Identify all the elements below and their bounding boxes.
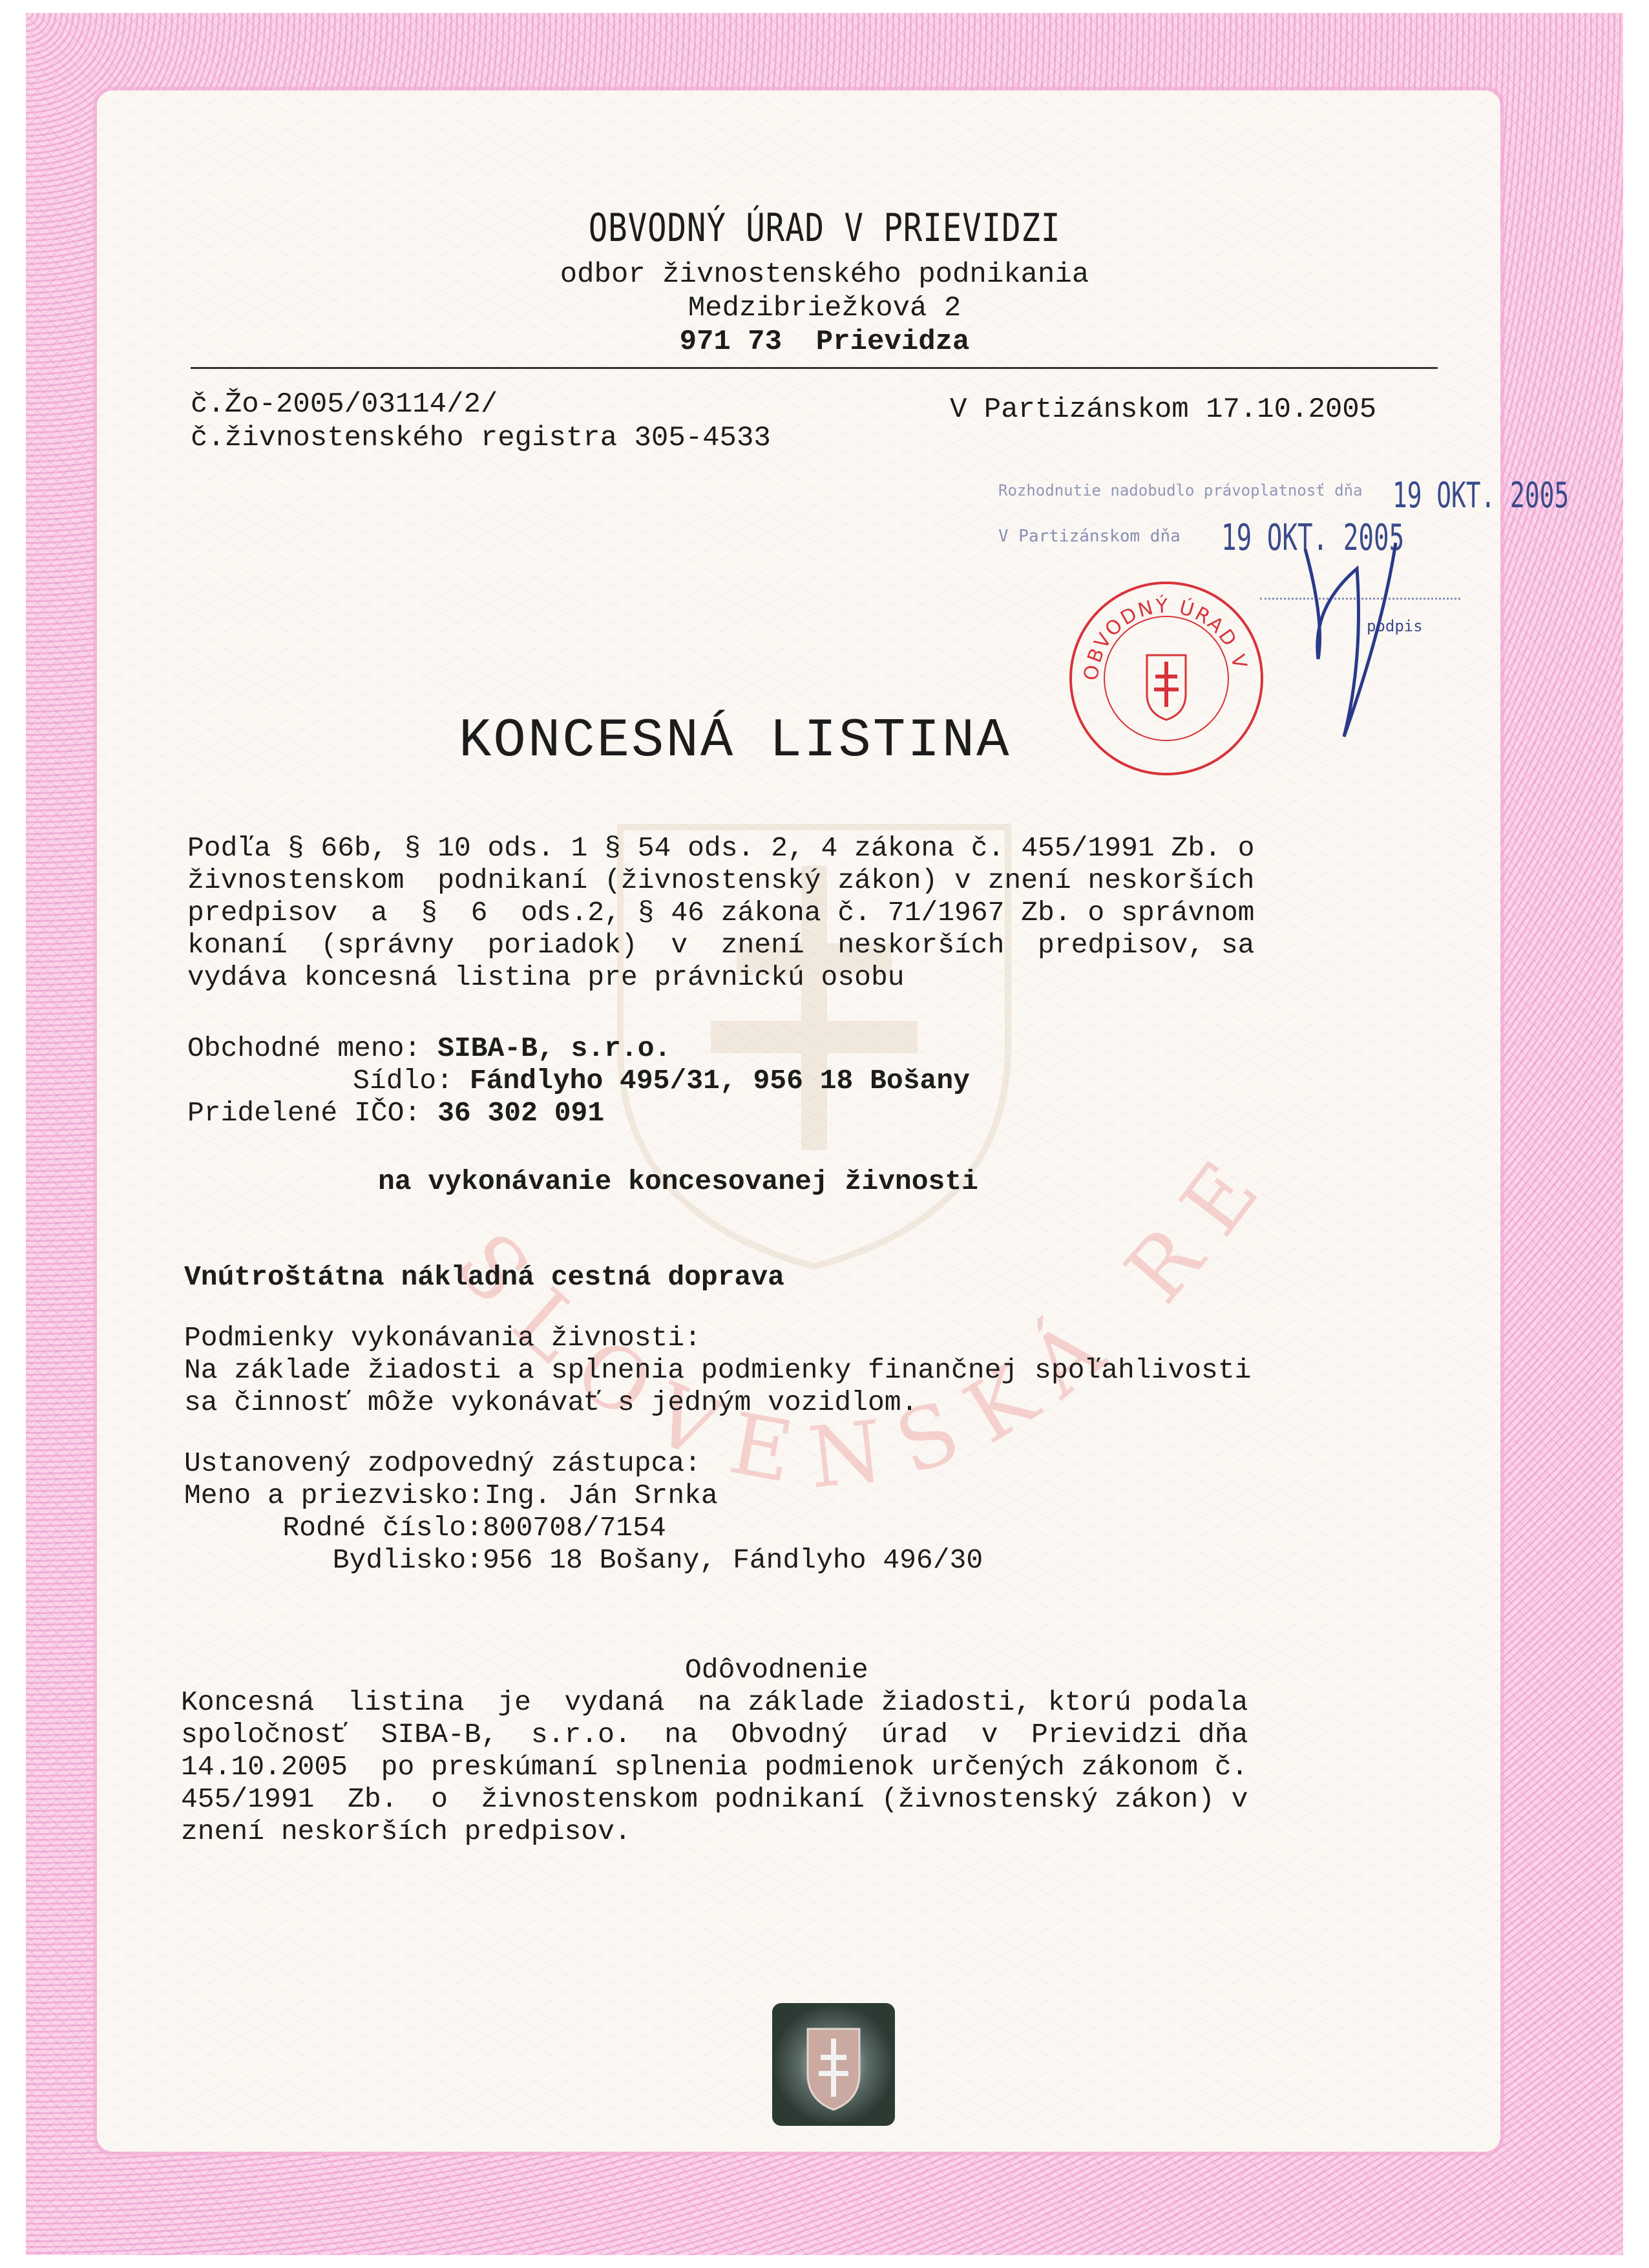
file-number: č.Žo-2005/03114/2/ — [191, 388, 498, 421]
office-street: Medzibriežková 2 — [688, 292, 961, 324]
company-name-label: Obchodné meno: — [187, 1033, 421, 1064]
conditions-block — [184, 1322, 1251, 1419]
representative-name-label: Meno a priezvisko: — [184, 1480, 485, 1511]
stamp-line-1: Rozhodnutie nadobudlo právoplatnosť dňa — [998, 481, 1363, 499]
official-seal — [1069, 582, 1263, 775]
handwritten-signature — [1286, 530, 1415, 743]
justification-paragraph — [181, 1686, 1248, 1848]
company-ico: 36 302 091 — [437, 1097, 605, 1129]
place-and-date: V Partizánskom 17.10.2005 — [950, 394, 1377, 426]
representative-birth-number: 800708/7154 — [483, 1512, 666, 1544]
representative-name: Ing. Ján Srnka — [484, 1480, 718, 1511]
representative-address: 956 18 Bošany, Fándlyho 496/30 — [483, 1544, 983, 1576]
justification-line: spoločnosť SIBA-B, s.r.o. na Obvodný úrad v Prievidzi dňa — [181, 1719, 1248, 1750]
legal-basis-line: vydáva koncesná listina pre právnickú osobu — [187, 961, 905, 993]
legal-basis-line: Podľa § 66b, § 10 ods. 1 § 54 ods. 2, 4 zákona č. 455/1991 Zb. o — [187, 832, 1255, 864]
conditions-heading: Podmienky vykonávania živnosti: — [184, 1322, 701, 1354]
company-name: SIBA-B, s.r.o. — [437, 1033, 671, 1064]
header-divider — [191, 367, 1438, 369]
company-seat-label: Sídlo: — [353, 1065, 453, 1097]
company-seat: Fándlyho 495/31, 956 18 Bošany — [469, 1065, 970, 1097]
office-postal-city: 971 73 Prievidza — [679, 326, 970, 358]
justification-line: 455/1991 Zb. o živnostenskom podnikaní (živnostenský zákon) v — [181, 1783, 1248, 1815]
justification-line: 14.10.2005 po preskúmaní splnenia podmienok určených zákonom č. — [181, 1751, 1248, 1783]
conditions-line: Na základe žiadosti a splnenia podmienky finančnej spoľahlivosti — [184, 1354, 1252, 1386]
representative-birth-label: Rodné číslo: — [282, 1512, 483, 1544]
purpose-statement: na vykonávanie koncesovanej živnosti — [378, 1166, 978, 1197]
stamp-line-2: V Partizánskom dňa — [998, 527, 1181, 546]
legal-basis-line: živnostenskom podnikaní (živnostenský zákon) v znení neskorších — [187, 865, 1255, 896]
department-name: odbor živnostenského podnikania — [560, 258, 1089, 291]
justification-line: Koncesná listina je vydaná na základe žiadosti, ktorú podala — [181, 1686, 1248, 1718]
signature-label: podpis — [1367, 617, 1423, 635]
hologram-emblem-icon — [772, 2003, 895, 2126]
trade-name: Vnútroštátna nákladná cestná doprava — [184, 1261, 784, 1293]
justification-heading: Odôvodnenie — [685, 1654, 868, 1686]
conditions-line: sa činnosť môže vykonávať s jedným vozidlom. — [184, 1387, 918, 1418]
document-title: KONCESNÁ LISTINA — [459, 711, 1011, 772]
register-number: č.živnostenského registra 305-4533 — [191, 422, 771, 454]
svg-text:OBVODNÝ ÚRAD V PRIEVIDZI — [1072, 584, 1252, 682]
stamp-date-1: 19 OKT. 2005 — [1392, 475, 1570, 516]
legal-basis-line: konaní (správny poriadok) v znení neskorších predpisov, sa — [187, 929, 1255, 961]
seal-text: OBVODNÝ ÚRAD V — [1080, 594, 1252, 682]
company-info — [187, 1033, 970, 1129]
stamp-date-2: 19 OKT. 2005 — [1221, 517, 1405, 559]
representative-heading: Ustanovený zodpovedný zástupca: — [184, 1447, 701, 1479]
legal-basis-line: predpisov a § 6 ods.2, § 46 zákona č. 71/1967 Zb. o správnom — [187, 897, 1255, 929]
company-ico-label: Pridelené IČO: — [187, 1097, 421, 1129]
representative-block — [184, 1447, 983, 1577]
justification-line: znení neskorších predpisov. — [181, 1816, 631, 1847]
legal-basis-paragraph — [187, 832, 1254, 994]
office-name: OBVODNÝ ÚRAD V PRIEVIDZI — [588, 205, 1061, 251]
watermark-text: SLOVENSKÁ RE — [437, 1124, 1293, 1507]
representative-address-label: Bydlisko: — [332, 1544, 483, 1576]
